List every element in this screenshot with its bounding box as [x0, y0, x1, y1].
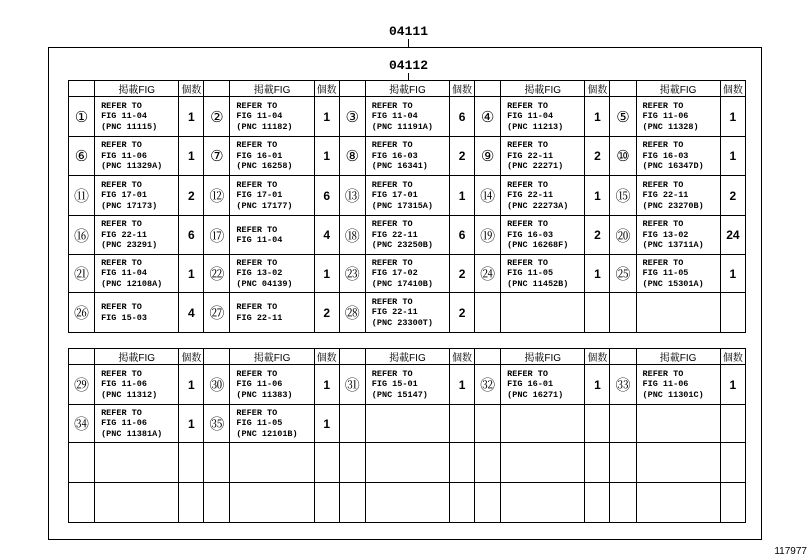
item-number: ⑫: [204, 176, 230, 216]
quantity: 2: [179, 176, 204, 216]
quantity: 24: [720, 216, 745, 255]
item-number: ⑩: [610, 137, 636, 176]
fig-reference: [95, 443, 179, 483]
quantity: [450, 405, 475, 443]
header-blank-cell: [475, 349, 501, 365]
item-number: [339, 405, 365, 443]
fig-reference: REFER TO FIG 22-11 (PNC 22271): [501, 137, 585, 176]
quantity: [720, 443, 745, 483]
header-blank-cell: [610, 81, 636, 97]
table-header-row: [69, 81, 746, 97]
fig-reference: REFER TO FIG 16-03 (PNC 16341): [365, 137, 449, 176]
fig-reference: REFER TO FIG 11-04 (PNC 11213): [501, 97, 585, 137]
fig-reference: [230, 443, 314, 483]
table-row: [69, 365, 746, 405]
item-number: ⑰: [204, 216, 230, 255]
quantity: 1: [314, 405, 339, 443]
header-qty: 個数: [450, 81, 475, 97]
table-row: [69, 176, 746, 216]
quantity: 1: [720, 137, 745, 176]
item-number: [339, 443, 365, 483]
fig-reference: REFER TO FIG 11-04: [230, 216, 314, 255]
quantity: 2: [450, 293, 475, 333]
quantity: [179, 443, 204, 483]
header-blank-cell: [69, 349, 95, 365]
item-number: ㉝: [610, 365, 636, 405]
fig-reference: REFER TO FIG 16-03 (PNC 16268F): [501, 216, 585, 255]
fig-reference: REFER TO FIG 11-04 (PNC 11182): [230, 97, 314, 137]
fig-reference: REFER TO FIG 22-11 (PNC 23300T): [365, 293, 449, 333]
table-row: [69, 97, 746, 137]
table-row: [69, 405, 746, 443]
fig-reference: REFER TO FIG 11-06 (PNC 11312): [95, 365, 179, 405]
header-blank-cell: [339, 349, 365, 365]
fig-reference: REFER TO FIG 16-01 (PNC 16271): [501, 365, 585, 405]
item-number: ㉛: [339, 365, 365, 405]
table-row: [69, 443, 746, 483]
quantity: 1: [179, 255, 204, 293]
inner-code-label: 04112: [389, 58, 429, 73]
item-number: ㉙: [69, 365, 95, 405]
fig-reference: [365, 483, 449, 523]
fig-reference: REFER TO FIG 11-06 (PNC 11329A): [95, 137, 179, 176]
item-number: ㉘: [339, 293, 365, 333]
quantity: [585, 293, 610, 333]
item-number: [475, 443, 501, 483]
item-number: [610, 483, 636, 523]
header-fig: 掲載FIG: [501, 81, 585, 97]
table-row: [69, 293, 746, 333]
quantity: 1: [179, 97, 204, 137]
item-number: ㉖: [69, 293, 95, 333]
header-qty: 個数: [314, 349, 339, 365]
item-number: ㉚: [204, 365, 230, 405]
quantity: 6: [450, 216, 475, 255]
quantity: [179, 483, 204, 523]
item-number: [69, 443, 95, 483]
fig-reference: REFER TO FIG 22-11 (PNC 23270B): [636, 176, 720, 216]
table-row: [69, 137, 746, 176]
fig-reference: REFER TO FIG 11-05 (PNC 15301A): [636, 255, 720, 293]
quantity: 6: [450, 97, 475, 137]
quantity: 1: [585, 176, 610, 216]
quantity: [720, 293, 745, 333]
fig-reference: REFER TO FIG 22-11 (PNC 23250B): [365, 216, 449, 255]
header-qty: 個数: [179, 81, 204, 97]
item-number: [339, 483, 365, 523]
item-number: ㉟: [204, 405, 230, 443]
quantity: 1: [179, 405, 204, 443]
fig-reference: REFER TO FIG 11-06 (PNC 11383): [230, 365, 314, 405]
header-qty: 個数: [314, 81, 339, 97]
item-number: ⑨: [475, 137, 501, 176]
parts-table-lower: [68, 348, 746, 523]
header-qty: 個数: [450, 349, 475, 365]
fig-reference: REFER TO FIG 22-11 (PNC 23291): [95, 216, 179, 255]
inner-code-leader: [408, 73, 409, 80]
quantity: 4: [314, 216, 339, 255]
item-number: [475, 405, 501, 443]
item-number: ⑳: [610, 216, 636, 255]
item-number: ④: [475, 97, 501, 137]
figure-id: 117977: [774, 546, 807, 557]
item-number: ⑮: [610, 176, 636, 216]
table-row: [69, 216, 746, 255]
fig-reference: REFER TO FIG 17-01 (PNC 17177): [230, 176, 314, 216]
fig-reference: REFER TO FIG 13-02 (PNC 13711A): [636, 216, 720, 255]
fig-reference: [95, 483, 179, 523]
quantity: [314, 483, 339, 523]
fig-reference: [230, 483, 314, 523]
quantity: [314, 443, 339, 483]
header-blank-cell: [69, 81, 95, 97]
item-number: ㉒: [204, 255, 230, 293]
fig-reference: [636, 443, 720, 483]
header-qty: 個数: [720, 81, 745, 97]
fig-reference: REFER TO FIG 11-06 (PNC 11301C): [636, 365, 720, 405]
quantity: 2: [585, 216, 610, 255]
fig-reference: [636, 405, 720, 443]
fig-reference: [501, 443, 585, 483]
quantity: 1: [314, 255, 339, 293]
fig-reference: REFER TO FIG 11-05 (PNC 12101B): [230, 405, 314, 443]
item-number: ⑱: [339, 216, 365, 255]
quantity: 2: [585, 137, 610, 176]
fig-reference: [501, 405, 585, 443]
quantity: 1: [450, 176, 475, 216]
table-row: [69, 255, 746, 293]
header-fig: 掲載FIG: [365, 81, 449, 97]
header-blank-cell: [610, 349, 636, 365]
fig-reference: REFER TO FIG 17-01 (PNC 17315A): [365, 176, 449, 216]
item-number: [204, 443, 230, 483]
quantity: [450, 443, 475, 483]
fig-reference: REFER TO FIG 17-02 (PNC 17410B): [365, 255, 449, 293]
item-number: ①: [69, 97, 95, 137]
header-qty: 個数: [179, 349, 204, 365]
item-number: [610, 293, 636, 333]
fig-reference: REFER TO FIG 13-02 (PNC 04139): [230, 255, 314, 293]
fig-reference: REFER TO FIG 11-04 (PNC 12108A): [95, 255, 179, 293]
item-number: [475, 293, 501, 333]
quantity: 6: [314, 176, 339, 216]
quantity: [450, 483, 475, 523]
fig-reference: REFER TO FIG 15-01 (PNC 15147): [365, 365, 449, 405]
quantity: 2: [314, 293, 339, 333]
item-number: ⑪: [69, 176, 95, 216]
quantity: [585, 443, 610, 483]
header-fig: 掲載FIG: [230, 81, 314, 97]
item-number: ⑤: [610, 97, 636, 137]
fig-reference: REFER TO FIG 17-01 (PNC 17173): [95, 176, 179, 216]
header-blank-cell: [204, 349, 230, 365]
item-number: ㉑: [69, 255, 95, 293]
fig-reference: REFER TO FIG 11-06 (PNC 11381A): [95, 405, 179, 443]
item-number: ⑭: [475, 176, 501, 216]
item-number: ③: [339, 97, 365, 137]
fig-reference: [365, 405, 449, 443]
fig-reference: REFER TO FIG 11-04 (PNC 11115): [95, 97, 179, 137]
quantity: 1: [179, 365, 204, 405]
header-qty: 個数: [585, 349, 610, 365]
quantity: 2: [720, 176, 745, 216]
quantity: [585, 483, 610, 523]
quantity: 1: [720, 255, 745, 293]
fig-reference: REFER TO FIG 11-06 (PNC 11328): [636, 97, 720, 137]
fig-reference: REFER TO FIG 11-05 (PNC 11452B): [501, 255, 585, 293]
header-fig: 掲載FIG: [636, 81, 720, 97]
item-number: ㉞: [69, 405, 95, 443]
quantity: 1: [585, 97, 610, 137]
quantity: 1: [720, 365, 745, 405]
quantity: 1: [585, 365, 610, 405]
quantity: 4: [179, 293, 204, 333]
item-number: ⑥: [69, 137, 95, 176]
fig-reference: REFER TO FIG 22-11 (PNC 22273A): [501, 176, 585, 216]
item-number: [610, 443, 636, 483]
quantity: 2: [450, 137, 475, 176]
item-number: [610, 405, 636, 443]
quantity: [720, 483, 745, 523]
header-fig: 掲載FIG: [95, 349, 179, 365]
header-qty: 個数: [585, 81, 610, 97]
item-number: ㉓: [339, 255, 365, 293]
header-fig: 掲載FIG: [636, 349, 720, 365]
item-number: ⑦: [204, 137, 230, 176]
item-number: ⑬: [339, 176, 365, 216]
outer-code-label: 04111: [389, 24, 429, 39]
fig-reference: [501, 293, 585, 333]
quantity: 1: [179, 137, 204, 176]
item-number: ㉔: [475, 255, 501, 293]
header-blank-cell: [339, 81, 365, 97]
header-blank-cell: [204, 81, 230, 97]
item-number: [475, 483, 501, 523]
header-blank-cell: [475, 81, 501, 97]
quantity: 1: [314, 137, 339, 176]
item-number: ⑯: [69, 216, 95, 255]
quantity: [720, 405, 745, 443]
header-qty: 個数: [720, 349, 745, 365]
table-row: [69, 483, 746, 523]
quantity: 1: [720, 97, 745, 137]
item-number: [69, 483, 95, 523]
item-number: ⑧: [339, 137, 365, 176]
header-fig: 掲載FIG: [365, 349, 449, 365]
item-number: ㉕: [610, 255, 636, 293]
fig-reference: [365, 443, 449, 483]
fig-reference: [501, 483, 585, 523]
quantity: [585, 405, 610, 443]
header-fig: 掲載FIG: [230, 349, 314, 365]
fig-reference: REFER TO FIG 16-01 (PNC 16258): [230, 137, 314, 176]
quantity: 1: [314, 97, 339, 137]
quantity: 6: [179, 216, 204, 255]
item-number: [204, 483, 230, 523]
item-number: ②: [204, 97, 230, 137]
item-number: ⑲: [475, 216, 501, 255]
quantity: 1: [314, 365, 339, 405]
fig-reference: REFER TO FIG 16-03 (PNC 16347D): [636, 137, 720, 176]
header-fig: 掲載FIG: [501, 349, 585, 365]
quantity: 1: [450, 365, 475, 405]
item-number: ㉜: [475, 365, 501, 405]
parts-table-upper: [68, 80, 746, 333]
fig-reference: [636, 293, 720, 333]
table-header-row: [69, 349, 746, 365]
quantity: 1: [585, 255, 610, 293]
fig-reference: REFER TO FIG 11-04 (PNC 11191A): [365, 97, 449, 137]
fig-reference: [636, 483, 720, 523]
quantity: 2: [450, 255, 475, 293]
header-fig: 掲載FIG: [95, 81, 179, 97]
fig-reference: REFER TO FIG 22-11: [230, 293, 314, 333]
fig-reference: REFER TO FIG 15-03: [95, 293, 179, 333]
item-number: ㉗: [204, 293, 230, 333]
